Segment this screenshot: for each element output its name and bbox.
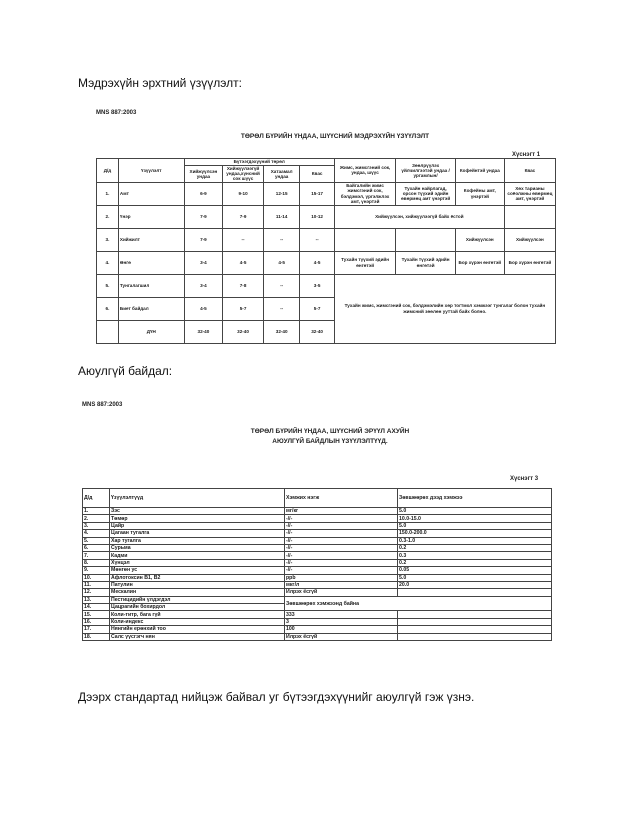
row-unit: Илрэх ёсгүй (285, 633, 398, 640)
row-value: 7-9 (184, 205, 223, 228)
row-value: 5-7 (300, 297, 334, 320)
table2-standard-code: MNS 887:2003 (82, 402, 123, 408)
row-limit (398, 633, 552, 640)
t2-header-limit: Зөвшөөрөх дээд хэмжээ (398, 489, 552, 508)
t1-subheader: Хатаамал ундаа (263, 166, 300, 183)
row-juice: Тухайн түүхий эдийн өнгөтэй (334, 251, 396, 274)
row-value: 3-4 (184, 274, 223, 297)
row-name: Цагаан тугалга (110, 530, 285, 537)
table-row (97, 274, 556, 297)
row-no: 10. (83, 574, 110, 581)
row-juice (334, 228, 396, 251)
t1-header-no: Д/д (97, 159, 119, 183)
row-plant (396, 228, 455, 251)
row-name: Төмөр (110, 515, 285, 522)
table-row (83, 522, 552, 529)
table1-title: ТӨРӨЛ БҮРИЙН ҮНДАА, ШҮҮСНИЙ МЭДРЭХҮЙН ҮЗҮҮЛЭЛТ (240, 133, 430, 140)
row-no: 9. (83, 567, 110, 574)
row-name: Амт (118, 182, 184, 205)
row-name: Патулин (110, 581, 285, 588)
row-name: Пестицидийн үлдэгдэл (110, 596, 285, 603)
row-unit: -//- (285, 530, 398, 537)
row-unit: 333 (285, 611, 398, 618)
row-limit (398, 589, 552, 596)
row-limit (398, 618, 552, 625)
table-row (83, 537, 552, 544)
row-merged-note: Зөвшөөрөх хэмжээнд байна (285, 596, 552, 611)
row-no: 14. (83, 604, 110, 611)
safety-table (82, 488, 552, 641)
table-row (83, 574, 552, 581)
row-coffee: Кофейны амт, үнэртэй (455, 182, 504, 205)
t1-subheader: Квас (300, 166, 334, 183)
row-value: 7-8 (223, 274, 264, 297)
row-value: -- (300, 228, 334, 251)
safety-heading: Аюулгүй байдал: (78, 364, 173, 378)
t1-subheader: Хийжүүлсэн ундаа (184, 166, 223, 183)
table-row (97, 182, 556, 205)
table-row (83, 559, 552, 566)
row-name: Сурьма (110, 544, 285, 551)
row-unit: ppb (285, 574, 398, 581)
row-no: 17. (83, 626, 110, 633)
table-row (83, 611, 552, 618)
table-row (83, 552, 552, 559)
row-limit: 5.0 (398, 522, 552, 529)
row-value: 12-15 (263, 182, 300, 205)
row-no: 18. (83, 633, 110, 640)
row-coffee: Бор хүрэн өнгөтэй (455, 251, 504, 274)
row-plant: Тухайн найрлагад, орсон түүхий эдийн өвөрмөц амт үнэртэй (396, 182, 455, 205)
row-name: Мескалин (110, 589, 285, 596)
intro-paragraph: Мэдрэхүйн эрхтний үзүүлэлт: (78, 76, 242, 90)
row-juice: Байгалийн жимс жимсгэний сок, бэлдэмэл, үргэлжлэх амт, үнэртэй (334, 182, 396, 205)
row-name: Хийжилт (118, 228, 184, 251)
table-row (83, 530, 552, 537)
t1-header-group: Бүтээгдэхүүний төрөл (184, 159, 334, 166)
row-limit: 5.0 (398, 508, 552, 515)
row-kvass: Хөх тарианы соёолжны өвөрмөц амт, үнэртэй (504, 182, 555, 205)
row-name: Мөнгөн ус (110, 567, 285, 574)
row-value: -- (263, 274, 300, 297)
table-row (83, 589, 552, 596)
table-row (83, 626, 552, 633)
row-value: 4-5 (263, 251, 300, 274)
row-merged-note: Тухайн жимс, жимсгэний сок, бэлдэмэлийн хөр тогтмол хэмжээг тунгалаг болон тухайн жимсний зөөлөн ууттай байх болно. (334, 274, 555, 343)
row-plant: Тухайн түүхий эдийн өнгөтэй (396, 251, 455, 274)
table-row (83, 618, 552, 625)
row-name: Тунгалагшил (118, 274, 184, 297)
row-kvass: Хийжүүлсэн (504, 228, 555, 251)
row-value: 7-9 (184, 228, 223, 251)
row-name: Афлотоксин B1, B2 (110, 574, 285, 581)
row-limit: 10.0-15.0 (398, 515, 552, 522)
row-value: -- (263, 228, 300, 251)
row-no: 5. (97, 274, 119, 297)
organoleptic-table (96, 158, 556, 344)
row-value: 6-9 (184, 182, 223, 205)
row-name: Нянгийн ерөнхий тоо (110, 626, 285, 633)
row-no: 3. (83, 522, 110, 529)
table2-annex-label: Хүснэгт 3 (510, 476, 539, 482)
row-unit: мг/кг (285, 508, 398, 515)
row-limit: 5.0 (398, 574, 552, 581)
row-name: Биет байдал (118, 297, 184, 320)
row-no: 2. (97, 205, 119, 228)
row-unit: -//- (285, 567, 398, 574)
table-row (83, 567, 552, 574)
t1-header-plant: Зөөлрүүлэх үйлчилгээтэй ундаа /ургамлын/ (396, 159, 455, 183)
table-row (97, 228, 556, 251)
row-limit: 0.3-1.0 (398, 537, 552, 544)
row-value: 32-40 (263, 320, 300, 343)
row-name: ДҮН (118, 320, 184, 343)
row-unit: -//- (285, 515, 398, 522)
table-row (97, 251, 556, 274)
row-name: Коли-индекс (110, 618, 285, 625)
table-row (83, 581, 552, 588)
row-no: 8. (83, 559, 110, 566)
row-unit: 100 (285, 626, 398, 633)
row-no: 3. (97, 228, 119, 251)
t1-header-coffee: Кофейнтэй ундаа (455, 159, 504, 183)
t2-header-indicator: Үзүүлэлтүүд (110, 489, 285, 508)
conclusion-paragraph: Дээрх стандартад нийцэж байвал уг бүтээгдэхүүнийг аюулгүй гэж үзнэ. (78, 690, 475, 704)
table-row (83, 544, 552, 551)
table-row (83, 633, 552, 640)
row-unit: -//- (285, 522, 398, 529)
row-unit: -//- (285, 544, 398, 551)
t2-header-no: Д/д (83, 489, 110, 508)
row-limit: 0.2 (398, 544, 552, 551)
row-value: 7-9 (223, 205, 264, 228)
row-value: 32-40 (184, 320, 223, 343)
row-value: 9-10 (223, 182, 264, 205)
row-merged-note: Хийжүүлсэн, хийжүүлээгүй байх ёстой (334, 205, 504, 228)
row-value: 3-5 (300, 274, 334, 297)
table-row (97, 205, 556, 228)
t1-header-juice: Жимс, жимсгэний сок, ундаа, шүүс (334, 159, 396, 183)
row-limit (398, 626, 552, 633)
row-name: Өнгө (118, 251, 184, 274)
row-unit: -//- (285, 537, 398, 544)
row-value: 4-5 (223, 251, 264, 274)
table-row (83, 508, 552, 515)
row-unit: Илрэх ёсгүй (285, 589, 398, 596)
row-no: 11. (83, 581, 110, 588)
row-no: 6. (97, 297, 119, 320)
table-row (83, 515, 552, 522)
row-value: 32-40 (223, 320, 264, 343)
row-value: 11-14 (263, 205, 300, 228)
row-name: Үнэр (118, 205, 184, 228)
row-unit: 3 (285, 618, 398, 625)
row-no: 16. (83, 618, 110, 625)
row-name: Коли-титр, бага гүй (110, 611, 285, 618)
row-name: Зэс (110, 508, 285, 515)
row-value: 10-12 (300, 205, 334, 228)
row-limit: 0.3 (398, 552, 552, 559)
row-kvass (504, 205, 555, 228)
row-name: Цайр (110, 522, 285, 529)
row-value: 15-17 (300, 182, 334, 205)
table-row (83, 596, 552, 603)
table1-annex-label: Хүснэгт 1 (512, 152, 541, 158)
row-value: -- (263, 297, 300, 320)
row-value: 5-7 (223, 297, 264, 320)
table2-title-line1: ТӨРӨЛ БҮРИЙН ҮНДАА, ШҮҮСНИЙ ЭРҮҮЛ АХУЙН (250, 428, 410, 435)
row-kvass: Бор хүрэн өнгөтэй (504, 251, 555, 274)
row-no: 12. (83, 589, 110, 596)
row-no: 4. (97, 251, 119, 274)
row-unit: мкг/л (285, 581, 398, 588)
row-unit: -//- (285, 559, 398, 566)
row-name: Кадми (110, 552, 285, 559)
row-no: 5. (83, 537, 110, 544)
row-value: 4-5 (184, 297, 223, 320)
t1-header-indicator: Үзүүлэлт (118, 159, 184, 183)
row-value: 32-40 (300, 320, 334, 343)
row-limit: 20.0 (398, 581, 552, 588)
row-no: 6. (83, 544, 110, 551)
row-no: 1. (97, 182, 119, 205)
row-limit: 150.0-200.0 (398, 530, 552, 537)
row-no: 13. (83, 596, 110, 603)
row-limit: 0.2 (398, 559, 552, 566)
row-name: Салс үүсгэгч нян (110, 633, 285, 640)
row-no: 7. (83, 552, 110, 559)
row-no: 2. (83, 515, 110, 522)
row-limit: 0.05 (398, 567, 552, 574)
row-no: 4. (83, 530, 110, 537)
row-value: 3-4 (184, 251, 223, 274)
row-value: -- (223, 228, 264, 251)
row-no: 1. (83, 508, 110, 515)
row-name: Хар тугалга (110, 537, 285, 544)
t2-header-unit: Хэмжих нэгж (285, 489, 398, 508)
row-name: Хүнцэл (110, 559, 285, 566)
t1-header-kvass: Квас (504, 159, 555, 183)
row-unit: -//- (285, 552, 398, 559)
table1-standard-code: MNS 887:2003 (96, 110, 137, 116)
row-limit (398, 611, 552, 618)
row-no (97, 320, 119, 343)
t1-subheader: Хийжүүлээгүй ундаа,хүнсний сок шүүс (223, 166, 264, 183)
row-name: Цацрагийн бохирдол (110, 604, 285, 611)
table2-title-line2: АЮУЛГҮЙ БАЙДЛЫН ҮЗҮҮЛЭЛТҮҮД. (272, 438, 388, 445)
row-value: 4-5 (300, 251, 334, 274)
row-no: 15. (83, 611, 110, 618)
row-coffee: Хийжүүлсэн (455, 228, 504, 251)
